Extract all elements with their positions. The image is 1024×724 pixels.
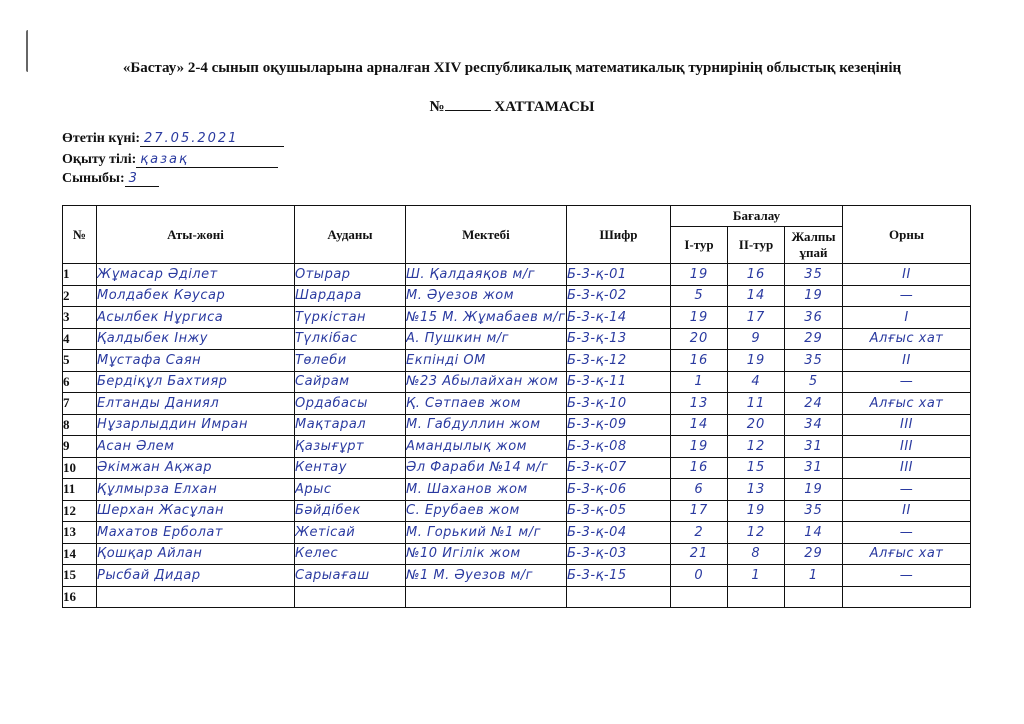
protocol-number-blank [445, 98, 491, 111]
table-row [63, 393, 971, 415]
total-score: 5 [785, 371, 843, 393]
place-cell: Алғыс хат [843, 543, 971, 565]
total-score: 31 [785, 436, 843, 458]
tour1-score [671, 586, 728, 608]
language-line [62, 152, 278, 168]
tour2-score: 15 [728, 457, 785, 479]
tour1-score: 16 [671, 457, 728, 479]
student-name: Мұстафа Саян [97, 350, 295, 372]
table-row [63, 328, 971, 350]
table-header-row [63, 206, 971, 227]
row-number: 16 [63, 586, 97, 608]
table-row [63, 371, 971, 393]
row-number: 9 [63, 436, 97, 458]
cipher-cell: Б-3-қ-04 [567, 522, 671, 544]
district-cell: Жетісай [295, 522, 406, 544]
col-header-tour2: ІІ-тур [728, 227, 785, 264]
total-score: 14 [785, 522, 843, 544]
district-cell: Төлеби [295, 350, 406, 372]
table-row [63, 457, 971, 479]
tour1-score: 14 [671, 414, 728, 436]
cipher-cell: Б-3-қ-12 [567, 350, 671, 372]
row-number: 1 [63, 264, 97, 286]
table-row [63, 479, 971, 501]
tour1-score: 5 [671, 285, 728, 307]
tour2-score: 4 [728, 371, 785, 393]
protocol-label: ХАТТАМАСЫ [494, 99, 595, 115]
row-number: 10 [63, 457, 97, 479]
cipher-cell: Б-3-қ-08 [567, 436, 671, 458]
row-number: 6 [63, 371, 97, 393]
school-cell: С. Ерубаев жом [406, 500, 567, 522]
total-score: 1 [785, 565, 843, 587]
tour2-score: 12 [728, 436, 785, 458]
table-row [63, 522, 971, 544]
table-row [63, 307, 971, 329]
cipher-cell: Б-3-қ-14 [567, 307, 671, 329]
total-score [785, 586, 843, 608]
total-score: 19 [785, 285, 843, 307]
student-name: Құлмырза Елхан [97, 479, 295, 501]
document-title: «Бастау» 2-4 сынып оқушыларына арналған XIV республикалық математикалық турнирінің облыстық кезеңінің [122, 60, 902, 76]
tour2-score: 11 [728, 393, 785, 415]
row-number: 15 [63, 565, 97, 587]
place-cell: II [843, 264, 971, 286]
school-cell: Әл Фараби №14 м/г [406, 457, 567, 479]
col-header-cipher: Шифр [567, 206, 671, 264]
cipher-cell: Б-3-қ-13 [567, 328, 671, 350]
student-name: Асылбек Нұргиса [97, 307, 295, 329]
row-number: 5 [63, 350, 97, 372]
tour2-score: 13 [728, 479, 785, 501]
place-cell: — [843, 285, 971, 307]
place-cell: — [843, 522, 971, 544]
district-cell: Шардара [295, 285, 406, 307]
row-number: 14 [63, 543, 97, 565]
row-number: 12 [63, 500, 97, 522]
table-row [63, 543, 971, 565]
student-name: Елтанды Даниял [97, 393, 295, 415]
tour1-score: 19 [671, 264, 728, 286]
total-score: 31 [785, 457, 843, 479]
tour1-score: 13 [671, 393, 728, 415]
tour1-score: 19 [671, 307, 728, 329]
table-row [63, 586, 971, 608]
total-score: 35 [785, 264, 843, 286]
place-cell: Алғыс хат [843, 328, 971, 350]
language-label: Оқыту тілі: [62, 152, 137, 167]
grade-line [62, 171, 159, 187]
district-cell: Мақтарал [295, 414, 406, 436]
student-name: Шерхан Жасұлан [97, 500, 295, 522]
school-cell: №10 Игілік жом [406, 543, 567, 565]
school-cell [406, 586, 567, 608]
total-score: 24 [785, 393, 843, 415]
tour2-score: 12 [728, 522, 785, 544]
place-cell [843, 586, 971, 608]
tour1-score: 21 [671, 543, 728, 565]
school-cell: №1 М. Әуезов м/г [406, 565, 567, 587]
place-cell: II [843, 350, 971, 372]
tour2-score: 19 [728, 500, 785, 522]
cipher-cell [567, 586, 671, 608]
student-name: Бердіқұл Бахтияр [97, 371, 295, 393]
district-cell: Сарыағаш [295, 565, 406, 587]
date-label: Өтетін күні: [62, 131, 140, 146]
school-cell: М. Шаханов жом [406, 479, 567, 501]
student-name: Рысбай Дидар [97, 565, 295, 587]
row-number: 13 [63, 522, 97, 544]
tour1-score: 0 [671, 565, 728, 587]
protocol-number-sign: № [429, 99, 445, 115]
district-cell: Түлкібас [295, 328, 406, 350]
row-number: 11 [63, 479, 97, 501]
tour1-score: 19 [671, 436, 728, 458]
row-number: 8 [63, 414, 97, 436]
row-number: 2 [63, 285, 97, 307]
table-row [63, 436, 971, 458]
tour2-score: 19 [728, 350, 785, 372]
col-header-tour1: І-тур [671, 227, 728, 264]
col-header-assessment: Бағалау [671, 206, 843, 227]
tour2-score: 14 [728, 285, 785, 307]
table-row [63, 350, 971, 372]
total-score: 19 [785, 479, 843, 501]
student-name: Әкімжан Ақжар [97, 457, 295, 479]
school-cell: М. Әуезов жом [406, 285, 567, 307]
table-row [63, 565, 971, 587]
place-cell: II [843, 500, 971, 522]
table-row [63, 414, 971, 436]
row-number: 3 [63, 307, 97, 329]
place-cell: III [843, 414, 971, 436]
student-name: Қошқар Айлан [97, 543, 295, 565]
place-cell: — [843, 371, 971, 393]
date-line [62, 131, 284, 147]
student-name: Қалдыбек Інжу [97, 328, 295, 350]
tour2-score: 8 [728, 543, 785, 565]
place-cell: — [843, 565, 971, 587]
col-header-district: Ауданы [295, 206, 406, 264]
school-cell: Ш. Қалдаяқов м/г [406, 264, 567, 286]
student-name: Асан Әлем [97, 436, 295, 458]
district-cell: Қазығұрт [295, 436, 406, 458]
date-value: 27.05.2021 [140, 131, 284, 147]
student-name: Молдабек Кәусар [97, 285, 295, 307]
school-cell: Екпінді ОМ [406, 350, 567, 372]
results-table [62, 205, 971, 608]
cipher-cell: Б-3-қ-01 [567, 264, 671, 286]
table-row [63, 285, 971, 307]
col-header-name: Аты-жөні [97, 206, 295, 264]
row-number: 4 [63, 328, 97, 350]
place-cell: I [843, 307, 971, 329]
tour2-score [728, 586, 785, 608]
tour2-score: 16 [728, 264, 785, 286]
student-name: Нұзарлыддин Имран [97, 414, 295, 436]
table-row [63, 500, 971, 522]
cipher-cell: Б-3-қ-11 [567, 371, 671, 393]
total-score: 35 [785, 500, 843, 522]
cipher-cell: Б-3-қ-05 [567, 500, 671, 522]
col-header-total: Жалпы ұпай [785, 227, 843, 264]
school-cell: №15 М. Жұмабаев м/г [406, 307, 567, 329]
cipher-cell: Б-3-қ-10 [567, 393, 671, 415]
tour2-score: 1 [728, 565, 785, 587]
district-cell: Түркістан [295, 307, 406, 329]
total-score: 29 [785, 543, 843, 565]
grade-label: Сыныбы: [62, 171, 125, 186]
col-header-number: № [63, 206, 97, 264]
tour1-score: 16 [671, 350, 728, 372]
place-cell: — [843, 479, 971, 501]
district-cell [295, 586, 406, 608]
school-cell: М. Горький №1 м/г [406, 522, 567, 544]
place-cell: Алғыс хат [843, 393, 971, 415]
cipher-cell: Б-3-қ-06 [567, 479, 671, 501]
tour2-score: 9 [728, 328, 785, 350]
tour1-score: 1 [671, 371, 728, 393]
tour1-score: 6 [671, 479, 728, 501]
district-cell: Келес [295, 543, 406, 565]
district-cell: Отырар [295, 264, 406, 286]
total-score: 34 [785, 414, 843, 436]
place-cell: III [843, 436, 971, 458]
cipher-cell: Б-3-қ-03 [567, 543, 671, 565]
district-cell: Ордабасы [295, 393, 406, 415]
col-header-place: Орны [843, 206, 971, 264]
tour1-score: 17 [671, 500, 728, 522]
grade-value: 3 [125, 171, 159, 187]
school-cell: Қ. Сәтпаев жом [406, 393, 567, 415]
district-cell: Кентау [295, 457, 406, 479]
school-cell: А. Пушкин м/г [406, 328, 567, 350]
tour1-score: 2 [671, 522, 728, 544]
tour2-score: 20 [728, 414, 785, 436]
protocol-heading [0, 98, 1024, 116]
total-score: 36 [785, 307, 843, 329]
total-score: 29 [785, 328, 843, 350]
tour1-score: 20 [671, 328, 728, 350]
row-number: 7 [63, 393, 97, 415]
school-cell: №23 Абылайхан жом [406, 371, 567, 393]
student-name [97, 586, 295, 608]
table-row [63, 264, 971, 286]
cipher-cell: Б-3-қ-15 [567, 565, 671, 587]
district-cell: Бәйдібек [295, 500, 406, 522]
district-cell: Сайрам [295, 371, 406, 393]
col-header-school: Мектебі [406, 206, 567, 264]
district-cell: Арыс [295, 479, 406, 501]
student-name: Махатов Ерболат [97, 522, 295, 544]
tour2-score: 17 [728, 307, 785, 329]
cipher-cell: Б-3-қ-09 [567, 414, 671, 436]
cipher-cell: Б-3-қ-02 [567, 285, 671, 307]
language-value: қазақ [136, 152, 278, 168]
school-cell: М. Габдуллин жом [406, 414, 567, 436]
cipher-cell: Б-3-қ-07 [567, 457, 671, 479]
school-cell: Амандылық жом [406, 436, 567, 458]
place-cell: III [843, 457, 971, 479]
total-score: 35 [785, 350, 843, 372]
student-name: Жұмасар Әділет [97, 264, 295, 286]
